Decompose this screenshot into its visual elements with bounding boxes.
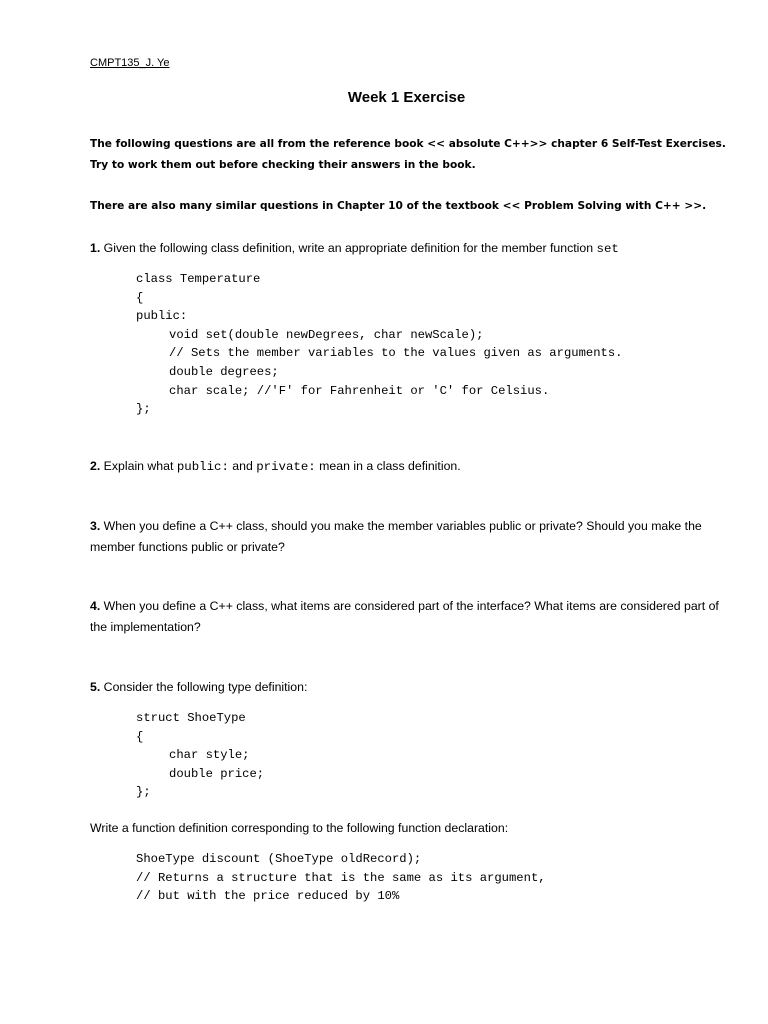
code-line: double degrees; <box>169 364 279 379</box>
code-line: void set(double newDegrees, char newScale); <box>169 327 484 342</box>
code-line: // Returns a structure that is the same as its argument, <box>136 870 546 885</box>
inline-code: set <box>596 242 619 256</box>
code-line: ShoeType discount (ShoeType oldRecord); <box>136 852 422 866</box>
question-number: 2. <box>90 459 101 473</box>
question-2 <box>90 456 730 478</box>
question-text: mean in a class definition. <box>315 459 461 473</box>
question-3 <box>90 516 730 557</box>
question-text: When you define a C++ class, what items are considered part of the interface? What items are considered part of the implementation? <box>90 599 719 634</box>
question-text: Given the following class definition, write an appropriate definition for the member function <box>100 241 597 255</box>
code-block-temperature <box>136 270 622 419</box>
code-line: public: <box>136 309 188 324</box>
code-line: { <box>136 290 144 305</box>
question-number: 4. <box>90 599 101 613</box>
page-title: Week 1 Exercise <box>347 89 466 106</box>
code-block-shoetype <box>136 709 264 802</box>
inline-code: private: <box>256 460 316 474</box>
code-line: char scale; //'F' for Fahrenheit or 'C' for Celsius. <box>169 383 550 398</box>
question-4 <box>90 596 730 637</box>
question-1 <box>90 238 730 260</box>
question-text: When you define a C++ class, should you make the member variables public or private? Should you make the member functions public or private? <box>90 519 702 554</box>
question-number: 3. <box>90 519 101 533</box>
code-line: // Sets the member variables to the values given as arguments. <box>169 346 623 361</box>
question-number: 1. <box>90 241 101 255</box>
code-line: struct ShoeType <box>136 711 246 725</box>
question-text: Explain what <box>100 459 177 473</box>
code-line: }; <box>136 785 151 800</box>
code-line: class Temperature <box>136 272 261 286</box>
question-text: Consider the following type definition: <box>100 680 308 694</box>
intro-paragraph: There are also many similar questions in Chapter 10 of the textbook << Problem Solving with C++ >>. <box>90 200 707 212</box>
inline-code: public: <box>176 460 229 474</box>
code-line: }; <box>136 402 151 417</box>
intro-paragraph: The following questions are all from the reference book << absolute C++>> chapter 6 Self-Test Exercises. Try to work them out before checking their answers in the book. <box>90 138 726 171</box>
question-5-followup: Write a function definition corresponding to the following function declaration: <box>90 821 509 835</box>
code-block-discount <box>136 850 546 906</box>
code-line: double price; <box>169 766 265 781</box>
question-number: 5. <box>90 680 101 694</box>
course-header: CMPT135_J. Ye <box>90 57 170 69</box>
code-line: // but with the price reduced by 10% <box>136 889 400 904</box>
question-5 <box>90 677 730 698</box>
code-line: { <box>136 729 144 744</box>
code-line: char style; <box>169 748 250 763</box>
question-text: and <box>228 459 257 473</box>
